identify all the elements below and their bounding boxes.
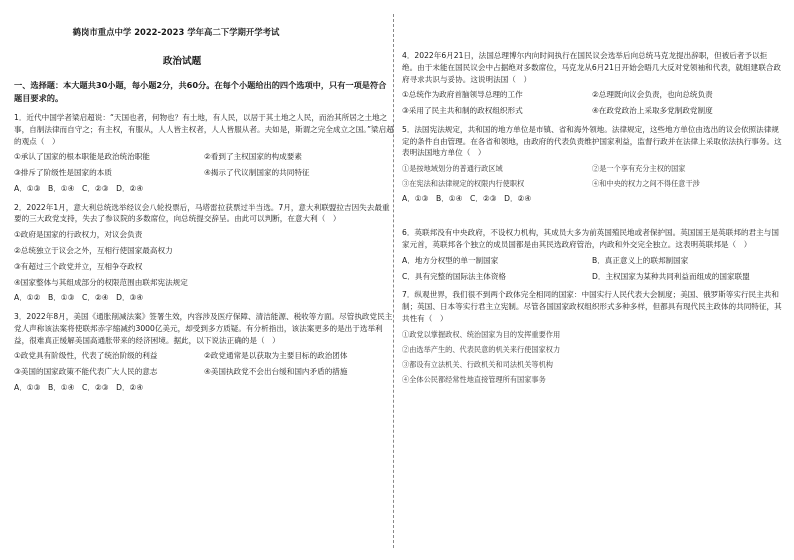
question-4-stem: 4．2022年6月21日，法国总理博尔内向时间执行在国民议会选举后向总统马克龙提出辞职，但被后者予以拒绝。由于未能在国民议会中占据绝对多数席位，马克龙从6月21日开始会晤几大反对党领袖和代表，就组建联合政府寻求共识与妥协。这说明法国（ ） — [402, 51, 781, 84]
option-3: ③排斥了阶级性是国家的本质 — [14, 168, 112, 178]
question-4-options-row-1 — [402, 89, 782, 101]
question-4-options-row-2 — [402, 105, 782, 117]
option-4: ④和中央的权力之间不得任意干涉 — [592, 179, 700, 189]
option-2: ②政党通常是以获取为主要目标的政治团体 — [204, 351, 348, 361]
answer-choices: A．①② B．①③ C．②④ D．③④ — [14, 293, 144, 303]
option-2: ②看到了主权国家的构成要素 — [204, 152, 302, 162]
exam-title: 鹤岗市重点中学 2022-2023 学年高二下学期开学考试 — [72, 27, 280, 37]
option-4: ④在政党政治上采取多党制政党制度 — [592, 106, 713, 116]
option-3: ③有超过三个政党并立，互相争夺政权 — [14, 261, 143, 271]
option-2: ②总统独立于议会之外，互相行使国家最高权力 — [14, 246, 173, 256]
question-6-options-row-2 — [402, 271, 782, 283]
question-6-options-row-1 — [402, 255, 782, 267]
question-6-stem: 6．英联邦没有中央政府，不设权力机构，其成员大多为前英国殖民地或者保护国。英国国王是英联邦的君主与国家元首，英联邦各个独立的成员国都是由其民选政府管治，内政和外交完全独立。这表明英联邦是（ ） — [402, 228, 779, 249]
option-1: ①政党以掌握政权、统治国家为目的发挥重要作用 — [402, 329, 561, 339]
option-3: ③在宪法和法律规定的权限内行使职权 — [402, 179, 525, 189]
question-2 — [14, 202, 394, 304]
option-3: ③采用了民主共和制的政权组织形式 — [402, 106, 523, 116]
left-column — [14, 0, 394, 394]
question-1-options-row-2 — [14, 167, 394, 179]
right-column — [402, 50, 782, 385]
question-6 — [402, 227, 782, 282]
question-5-stem: 5．法国宪法规定，共和国的地方单位是市镇、省和海外领地。法律规定，这些地方单位由选出的议会依照法律规定的条件自由管理。在各省和领地，由政府的代表负责维护国家利益，监督行政并在法律上采取依法执行事务。这表明法国地方单位（ ） — [402, 124, 782, 158]
option-4: ④美国执政党不会出台缓和国内矛盾的措施 — [204, 367, 348, 377]
question-5-options-row-2 — [402, 178, 782, 189]
question-3 — [14, 311, 394, 394]
question-3-options-row-2 — [14, 366, 394, 378]
option-1: ①政府是国家的行政权力，对议会负责 — [14, 230, 143, 240]
option-4: ④全体公民都经常性地直接管理所有国家事务 — [402, 375, 546, 385]
option-3: ③都设有立法机关、行政机关和司法机关等机构 — [402, 359, 553, 369]
question-5 — [402, 124, 782, 205]
option-1: ①承认了国家的根本职能是政治统治职能 — [14, 152, 150, 162]
option-b: B．真正意义上的联邦制国家 — [592, 255, 689, 265]
option-2: ②总理既向议会负责，也向总统负责 — [592, 90, 713, 100]
option-2: ②由选举产生的、代表民意的机关来行使国家权力 — [402, 344, 561, 354]
option-c: C．具有完整的国际法主体资格 — [402, 271, 507, 281]
question-4 — [402, 50, 782, 117]
answer-choices: A．①③ B．①④ C．②③ D．②④ — [14, 183, 144, 193]
question-3-stem: 3．2022年8月，美国《通胀削减法案》签署生效，内容涉及医疗保障、清洁能源、税收等方面。尽管执政党民主党人声称该法案将使联邦赤字缩减约3000亿美元，却受到多方质疑。有分析指出，该法案更多的是出于选举利益，很难真正缓解美国高通胀带来的经济困境。据此，以下说法正确的是（ ） — [14, 312, 393, 345]
answer-choices: A．①③ B．①④ C．②③ D．②④ — [14, 382, 144, 392]
question-5-options-row-1 — [402, 163, 782, 174]
question-2-stem: 2．2022年1月，意大利总统选举经议会八轮投票后，马塔雷拉获票过半当选。7月，意大利联盟拉吉因失去最重要的三大政党支持，失去了参议院的多数席位，向总统提交辞呈。由此可以判断，在意大利（ ） — [14, 202, 390, 224]
option-d: D．主权国家为某种共同利益而组成的国家联盟 — [592, 271, 750, 281]
option-1: ①政党具有阶级性，代表了统治阶级的利益 — [14, 351, 158, 361]
option-1: ①是按地域划分的普通行政区域 — [402, 164, 503, 174]
question-3-options-row-1 — [14, 350, 394, 362]
question-7-stem: 7．纵观世界，我们很不到两个政体完全相同的国家：中国实行人民代表大会制度；美国、俄罗斯等实行民主共和制；英国、日本等实行君主立宪制。尽管各国国家政权组织形式多种多样，但都具有现代民主政体的共同特征，其共性有（ ） — [402, 290, 782, 323]
option-1: ①总统作为政府首脑领导总理的工作 — [402, 90, 523, 100]
subject-title: 政治试题 — [162, 56, 202, 68]
question-1-stem: 1．近代中国学者梁启超说：“天国也者，何物也？有土地，有人民，以居于其土地之人民，而治其所居之土地之事，自制法律而自守之；有主权，有服从，人人皆主权者，人人皆服从者。夫如是，斯谓之完全成立之国。”梁启超的观点（ ） — [14, 113, 394, 146]
section-heading: 一、选择题：本大题共30小题，每小题2分，共60分。在每个小题给出的四个选项中，只有一项是符合题目要求的。 — [14, 79, 387, 103]
question-1 — [14, 112, 394, 195]
option-a: A．地方分权型的单一制国家 — [402, 255, 499, 265]
answer-choices: A．①③ B．①④ C．②③ D．②④ — [402, 194, 532, 204]
question-7 — [402, 289, 782, 385]
option-3: ③美国的国家政策不能代表广大人民的意志 — [14, 367, 158, 377]
option-2: ②是一个享有充分主权的国家 — [592, 164, 686, 174]
option-4: ④国家整体与其组成部分的权限范围由联邦宪法规定 — [14, 277, 188, 287]
option-4: ④揭示了代议制国家的共同特征 — [204, 168, 310, 178]
question-1-options-row-1 — [14, 151, 394, 163]
